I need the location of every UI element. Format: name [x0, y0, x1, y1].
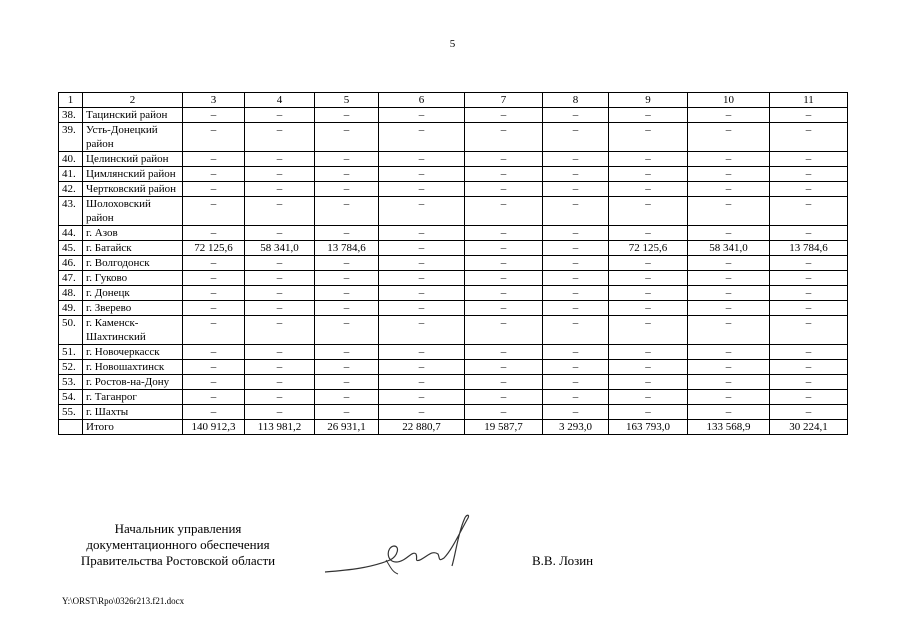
row-value: – — [770, 256, 848, 271]
row-value: – — [609, 108, 688, 123]
total-number-cell — [59, 420, 83, 435]
row-value: – — [315, 197, 379, 226]
row-value: – — [245, 405, 315, 420]
row-value: – — [543, 345, 609, 360]
header-cell: 8 — [543, 93, 609, 108]
row-value: – — [465, 152, 543, 167]
total-value: 19 587,7 — [465, 420, 543, 435]
row-value: – — [609, 345, 688, 360]
row-value: – — [543, 375, 609, 390]
row-name: г. Батайск — [83, 241, 183, 256]
budget-table — [58, 92, 848, 435]
row-value: – — [688, 286, 770, 301]
row-value: – — [609, 301, 688, 316]
row-value: – — [379, 345, 465, 360]
row-value: – — [245, 182, 315, 197]
signature-title-line-2: документационного обеспечения — [86, 537, 270, 552]
table-row — [59, 123, 848, 152]
table-row — [59, 375, 848, 390]
row-value: – — [245, 226, 315, 241]
row-number: 40. — [59, 152, 83, 167]
header-cell: 4 — [245, 93, 315, 108]
row-number: 38. — [59, 108, 83, 123]
row-value: – — [183, 345, 245, 360]
row-number: 39. — [59, 123, 83, 152]
row-value: – — [315, 123, 379, 152]
row-number: 49. — [59, 301, 83, 316]
row-number: 48. — [59, 286, 83, 301]
row-value: – — [379, 197, 465, 226]
row-value: – — [543, 226, 609, 241]
row-value: – — [543, 360, 609, 375]
row-name: г. Новошахтинск — [83, 360, 183, 375]
row-value: – — [315, 167, 379, 182]
row-value: – — [379, 256, 465, 271]
file-path: Y:\ORST\Rpo\0326r213.f21.docx — [62, 596, 185, 606]
row-value: – — [315, 345, 379, 360]
row-value: – — [465, 345, 543, 360]
table-row — [59, 301, 848, 316]
row-value: – — [609, 390, 688, 405]
header-cell: 9 — [609, 93, 688, 108]
row-value: – — [465, 123, 543, 152]
row-value: – — [245, 301, 315, 316]
row-value: – — [609, 226, 688, 241]
row-value: – — [609, 152, 688, 167]
row-value: – — [770, 390, 848, 405]
table-row — [59, 360, 848, 375]
row-value: – — [315, 360, 379, 375]
total-value: 22 880,7 — [379, 420, 465, 435]
row-name: Усть-Донецкий район — [83, 123, 183, 152]
row-value: – — [770, 152, 848, 167]
row-value: – — [770, 405, 848, 420]
row-value: – — [379, 182, 465, 197]
row-value: 72 125,6 — [183, 241, 245, 256]
row-value: – — [609, 286, 688, 301]
row-value: – — [688, 256, 770, 271]
row-value: – — [770, 375, 848, 390]
row-value: – — [379, 226, 465, 241]
row-value: 13 784,6 — [770, 241, 848, 256]
row-value: – — [688, 375, 770, 390]
row-value: – — [315, 271, 379, 286]
row-value: 72 125,6 — [609, 241, 688, 256]
row-name: Целинский район — [83, 152, 183, 167]
row-value: – — [183, 316, 245, 345]
row-value: – — [609, 405, 688, 420]
row-name: г. Каменск-Шахтинский — [83, 316, 183, 345]
row-name: г. Зверево — [83, 301, 183, 316]
row-value: – — [315, 226, 379, 241]
row-value: – — [688, 167, 770, 182]
row-value: – — [379, 316, 465, 345]
row-value: – — [688, 123, 770, 152]
row-number: 45. — [59, 241, 83, 256]
row-value: – — [315, 256, 379, 271]
row-value: – — [245, 375, 315, 390]
row-value: – — [543, 301, 609, 316]
header-cell: 3 — [183, 93, 245, 108]
row-value: – — [245, 123, 315, 152]
header-cell: 1 — [59, 93, 83, 108]
total-value: 133 568,9 — [688, 420, 770, 435]
signature-title-block — [58, 521, 298, 569]
table-row — [59, 271, 848, 286]
row-value: – — [543, 286, 609, 301]
header-cell: 2 — [83, 93, 183, 108]
row-value: – — [609, 271, 688, 286]
total-value: 3 293,0 — [543, 420, 609, 435]
row-value: – — [609, 256, 688, 271]
table-row — [59, 197, 848, 226]
row-value: – — [465, 271, 543, 286]
row-number: 53. — [59, 375, 83, 390]
row-value: – — [465, 256, 543, 271]
handwritten-signature — [320, 510, 480, 580]
total-value: 140 912,3 — [183, 420, 245, 435]
row-value: – — [315, 316, 379, 345]
row-number: 42. — [59, 182, 83, 197]
table-row — [59, 167, 848, 182]
row-number: 52. — [59, 360, 83, 375]
row-value: – — [688, 108, 770, 123]
row-value: – — [465, 301, 543, 316]
row-value: – — [183, 375, 245, 390]
row-value: – — [315, 390, 379, 405]
row-value: – — [543, 123, 609, 152]
row-number: 54. — [59, 390, 83, 405]
row-number: 46. — [59, 256, 83, 271]
row-value: – — [688, 182, 770, 197]
row-name: г. Шахты — [83, 405, 183, 420]
row-value: – — [609, 182, 688, 197]
row-value: – — [183, 360, 245, 375]
row-value: – — [609, 360, 688, 375]
row-value: – — [609, 375, 688, 390]
page-number: 5 — [449, 38, 456, 50]
row-value: – — [543, 182, 609, 197]
row-value: – — [465, 197, 543, 226]
row-value: – — [379, 301, 465, 316]
row-value: – — [183, 226, 245, 241]
total-value: 113 981,2 — [245, 420, 315, 435]
row-value: – — [465, 167, 543, 182]
total-value: 163 793,0 — [609, 420, 688, 435]
row-value: – — [183, 390, 245, 405]
row-value: – — [183, 182, 245, 197]
row-value: – — [543, 316, 609, 345]
row-name: г. Азов — [83, 226, 183, 241]
row-value: – — [465, 286, 543, 301]
table-row — [59, 316, 848, 345]
row-value: – — [379, 241, 465, 256]
row-value: – — [183, 301, 245, 316]
row-value: – — [315, 405, 379, 420]
row-name: Шолоховский район — [83, 197, 183, 226]
row-value: – — [315, 152, 379, 167]
signer-name: В.В. Лозин — [532, 553, 594, 568]
row-value: – — [183, 152, 245, 167]
table-row — [59, 182, 848, 197]
row-value: – — [183, 197, 245, 226]
row-value: – — [245, 108, 315, 123]
row-value: – — [543, 241, 609, 256]
row-value: 58 341,0 — [688, 241, 770, 256]
table-row — [59, 390, 848, 405]
row-value: – — [543, 271, 609, 286]
row-value: – — [379, 405, 465, 420]
row-value: – — [543, 390, 609, 405]
row-value: – — [543, 405, 609, 420]
row-name: Чертковский район — [83, 182, 183, 197]
row-value: – — [688, 390, 770, 405]
table-row — [59, 286, 848, 301]
row-number: 41. — [59, 167, 83, 182]
row-value: – — [543, 167, 609, 182]
total-value: 30 224,1 — [770, 420, 848, 435]
row-value: – — [688, 301, 770, 316]
header-cell: 10 — [688, 93, 770, 108]
row-value: – — [770, 123, 848, 152]
row-name: г. Донецк — [83, 286, 183, 301]
row-value: – — [315, 286, 379, 301]
row-value: – — [465, 316, 543, 345]
row-value: – — [770, 271, 848, 286]
row-value: – — [245, 152, 315, 167]
row-value: – — [688, 197, 770, 226]
row-value: – — [183, 256, 245, 271]
row-value: – — [183, 108, 245, 123]
row-value: – — [379, 152, 465, 167]
row-value: – — [770, 108, 848, 123]
row-value: – — [770, 286, 848, 301]
signature-title-line-3: Правительства Ростовской области — [80, 553, 276, 568]
row-value: – — [465, 360, 543, 375]
row-name: Цимлянский район — [83, 167, 183, 182]
row-value: – — [183, 123, 245, 152]
row-value: – — [688, 405, 770, 420]
row-number: 50. — [59, 316, 83, 345]
row-value: – — [315, 182, 379, 197]
row-value: – — [183, 271, 245, 286]
row-value: – — [770, 226, 848, 241]
row-value: – — [379, 375, 465, 390]
row-value: – — [183, 167, 245, 182]
table-row — [59, 226, 848, 241]
row-value: – — [465, 182, 543, 197]
table-row — [59, 345, 848, 360]
header-cell: 11 — [770, 93, 848, 108]
table-row — [59, 152, 848, 167]
total-label: Итого — [83, 420, 183, 435]
row-value: – — [379, 108, 465, 123]
header-cell: 5 — [315, 93, 379, 108]
row-value: – — [379, 271, 465, 286]
row-value: – — [770, 360, 848, 375]
table-row — [59, 405, 848, 420]
row-value: – — [543, 197, 609, 226]
row-value: – — [688, 271, 770, 286]
total-value: 26 931,1 — [315, 420, 379, 435]
row-value: – — [609, 197, 688, 226]
row-number: 55. — [59, 405, 83, 420]
row-value: – — [315, 301, 379, 316]
row-value: – — [465, 241, 543, 256]
header-cell: 7 — [465, 93, 543, 108]
total-row — [59, 420, 848, 435]
row-value: – — [183, 286, 245, 301]
row-name: г. Таганрог — [83, 390, 183, 405]
row-value: – — [245, 256, 315, 271]
row-value: – — [688, 345, 770, 360]
row-value: – — [770, 316, 848, 345]
row-name: г. Ростов-на-Дону — [83, 375, 183, 390]
row-name: Тацинский район — [83, 108, 183, 123]
row-number: 51. — [59, 345, 83, 360]
row-value: – — [543, 152, 609, 167]
row-value: – — [770, 197, 848, 226]
row-name: г. Новочеркасск — [83, 345, 183, 360]
row-value: – — [379, 286, 465, 301]
row-value: – — [688, 360, 770, 375]
row-name: г. Волгодонск — [83, 256, 183, 271]
signature-title-line-1: Начальник управления — [114, 521, 242, 536]
row-value: – — [465, 226, 543, 241]
row-value: – — [379, 167, 465, 182]
row-number: 47. — [59, 271, 83, 286]
row-value: – — [609, 123, 688, 152]
row-value: – — [245, 316, 315, 345]
row-value: – — [183, 405, 245, 420]
row-value: – — [688, 226, 770, 241]
row-value: – — [315, 108, 379, 123]
row-value: – — [688, 152, 770, 167]
row-value: 58 341,0 — [245, 241, 315, 256]
table-row — [59, 108, 848, 123]
row-value: – — [245, 286, 315, 301]
row-number: 44. — [59, 226, 83, 241]
row-value: 13 784,6 — [315, 241, 379, 256]
row-value: – — [379, 360, 465, 375]
row-value: – — [770, 182, 848, 197]
row-value: – — [770, 167, 848, 182]
row-value: – — [770, 301, 848, 316]
row-value: – — [315, 375, 379, 390]
row-name: г. Гуково — [83, 271, 183, 286]
row-value: – — [609, 316, 688, 345]
row-value: – — [379, 390, 465, 405]
row-value: – — [379, 123, 465, 152]
row-value: – — [245, 271, 315, 286]
row-value: – — [465, 375, 543, 390]
row-value: – — [770, 345, 848, 360]
row-value: – — [543, 256, 609, 271]
row-value: – — [543, 108, 609, 123]
row-value: – — [465, 405, 543, 420]
row-value: – — [465, 108, 543, 123]
row-value: – — [245, 167, 315, 182]
header-cell: 6 — [379, 93, 465, 108]
row-value: – — [688, 316, 770, 345]
row-value: – — [245, 360, 315, 375]
row-value: – — [245, 390, 315, 405]
row-value: – — [465, 390, 543, 405]
row-value: – — [609, 167, 688, 182]
table-header-row — [59, 93, 848, 108]
row-number: 43. — [59, 197, 83, 226]
row-value: – — [245, 345, 315, 360]
row-value: – — [245, 197, 315, 226]
table-row — [59, 256, 848, 271]
table-row — [59, 241, 848, 256]
